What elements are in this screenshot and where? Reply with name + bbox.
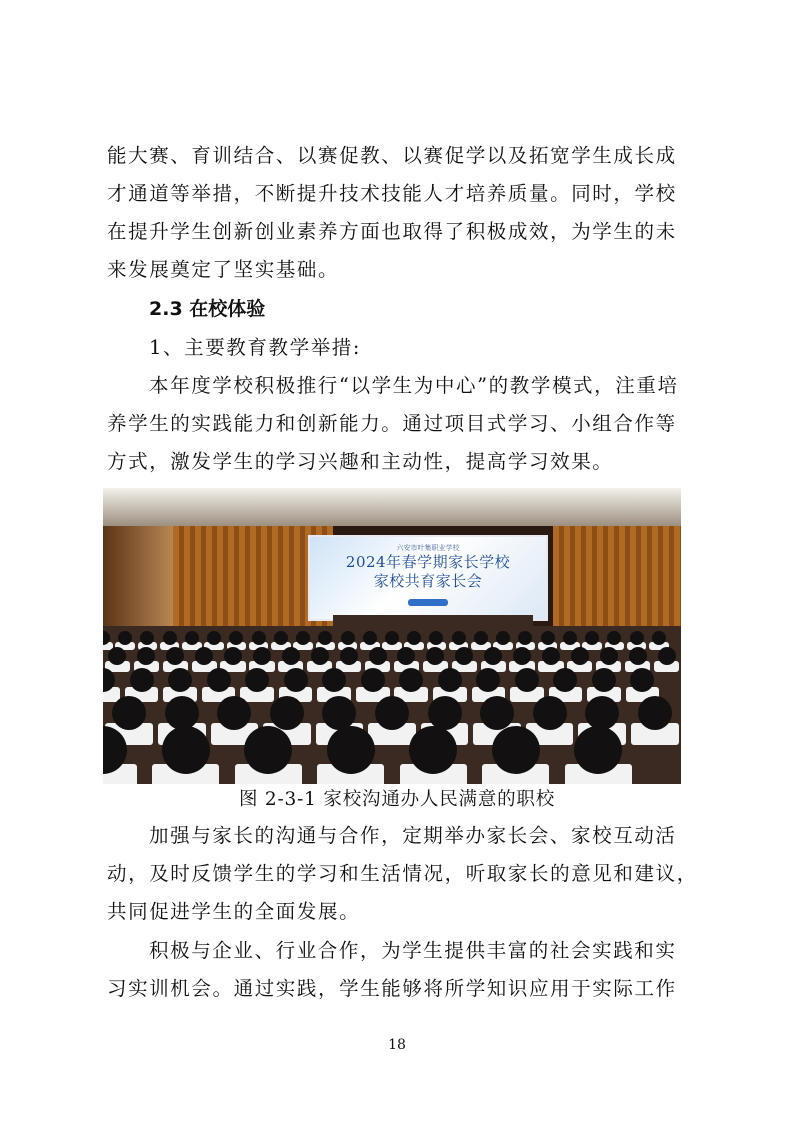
screen-title: 2024年春学期家长学校 (345, 553, 511, 571)
audience-head (163, 631, 177, 645)
audience-head (542, 647, 560, 665)
audience-head (224, 647, 242, 665)
screen-date-bar (408, 599, 448, 606)
audience-head (282, 647, 300, 665)
figure-photo (103, 488, 681, 784)
audience-head (296, 631, 310, 645)
stage-curtain (553, 526, 681, 626)
audience-head (585, 631, 599, 645)
audience-head (361, 668, 385, 692)
text-line: 才通道等举措，不断提升技术技能人才培养质量。同时，学校 (107, 182, 677, 205)
auditorium-wall (103, 526, 173, 636)
audience-head (244, 726, 292, 774)
audience-head (185, 631, 199, 645)
audience-head (541, 631, 555, 645)
audience-head (571, 647, 589, 665)
text-line: 方式，激发学生的学习兴趣和主动性，提高学习效果。 (107, 450, 614, 473)
audience-head (327, 726, 375, 774)
audience-head (311, 647, 329, 665)
audience-head (252, 631, 266, 645)
audience-head (369, 647, 387, 665)
audience-head (207, 668, 231, 692)
audience-head (515, 668, 539, 692)
audience-head (563, 631, 577, 645)
text-line: 来发展奠定了坚实基础。 (107, 258, 340, 281)
audience-head (513, 647, 531, 665)
audience-head (409, 726, 457, 774)
audience-head (533, 696, 567, 730)
audience-head (340, 647, 358, 665)
text-line: 能大赛、育训结合、以赛促教、以赛促学以及拓宽学生成长成 (107, 144, 677, 167)
section-heading: 2.3 在校体验 (149, 298, 266, 320)
audience-head (375, 696, 409, 730)
audience-head (428, 696, 462, 730)
audience-head (284, 668, 308, 692)
audience-head (168, 668, 192, 692)
text-line: 积极与企业、行业合作，为学生提供丰富的社会实践和实 (149, 939, 677, 962)
audience-head (600, 647, 618, 665)
audience-head (630, 631, 644, 645)
audience-head (253, 647, 271, 665)
text-line: 在提升学生创新创业素养方面也取得了积极成效，为学生的未 (107, 220, 677, 243)
page-number: 18 (388, 1037, 406, 1053)
audience-head (341, 631, 355, 645)
audience-head (130, 668, 154, 692)
audience-head (652, 631, 666, 645)
audience-head (629, 647, 647, 665)
audience-head (438, 668, 462, 692)
audience-head (385, 631, 399, 645)
audience-head (270, 696, 304, 730)
screen-title: 家校共育家长会 (373, 572, 483, 590)
audience-head (363, 631, 377, 645)
audience-head (474, 631, 488, 645)
audience-head (452, 631, 466, 645)
audience-head (585, 696, 619, 730)
audience-head (480, 696, 514, 730)
audience-head (592, 668, 616, 692)
subsection-heading: 1、主要教育教学举措: (149, 336, 362, 359)
audience-head (245, 668, 269, 692)
figure-caption: 图 2-3-1 家校沟通办人民满意的职校 (238, 789, 556, 810)
screen-subtitle: 六安市叶集职业学校 (396, 544, 460, 552)
audience-head (322, 668, 346, 692)
audience-head (638, 696, 672, 730)
text-line: 共同促进学生的全面发展。 (107, 900, 361, 923)
audience-head (492, 726, 540, 774)
text-line: 加强与家长的沟通与合作，定期举办家长会、家校互动活 (149, 824, 677, 847)
text-line: 动，及时反馈学生的学习和生活情况，听取家长的意见和建议， (107, 862, 698, 885)
audience-head (162, 726, 210, 774)
audience-head (658, 647, 676, 665)
auditorium-ceiling (103, 488, 681, 526)
projection-screen (308, 535, 548, 621)
text-line: 本年度学校积极推行“以学生为中心”的教学模式，注重培 (149, 374, 679, 397)
audience-head (274, 631, 288, 645)
text-line: 养学生的实践能力和创新能力。通过项目式学习、小组合作等 (107, 412, 677, 435)
text-line: 习实训机会。通过实践，学生能够将所学知识应用于实际工作 (107, 977, 677, 1000)
audience-head (165, 696, 199, 730)
